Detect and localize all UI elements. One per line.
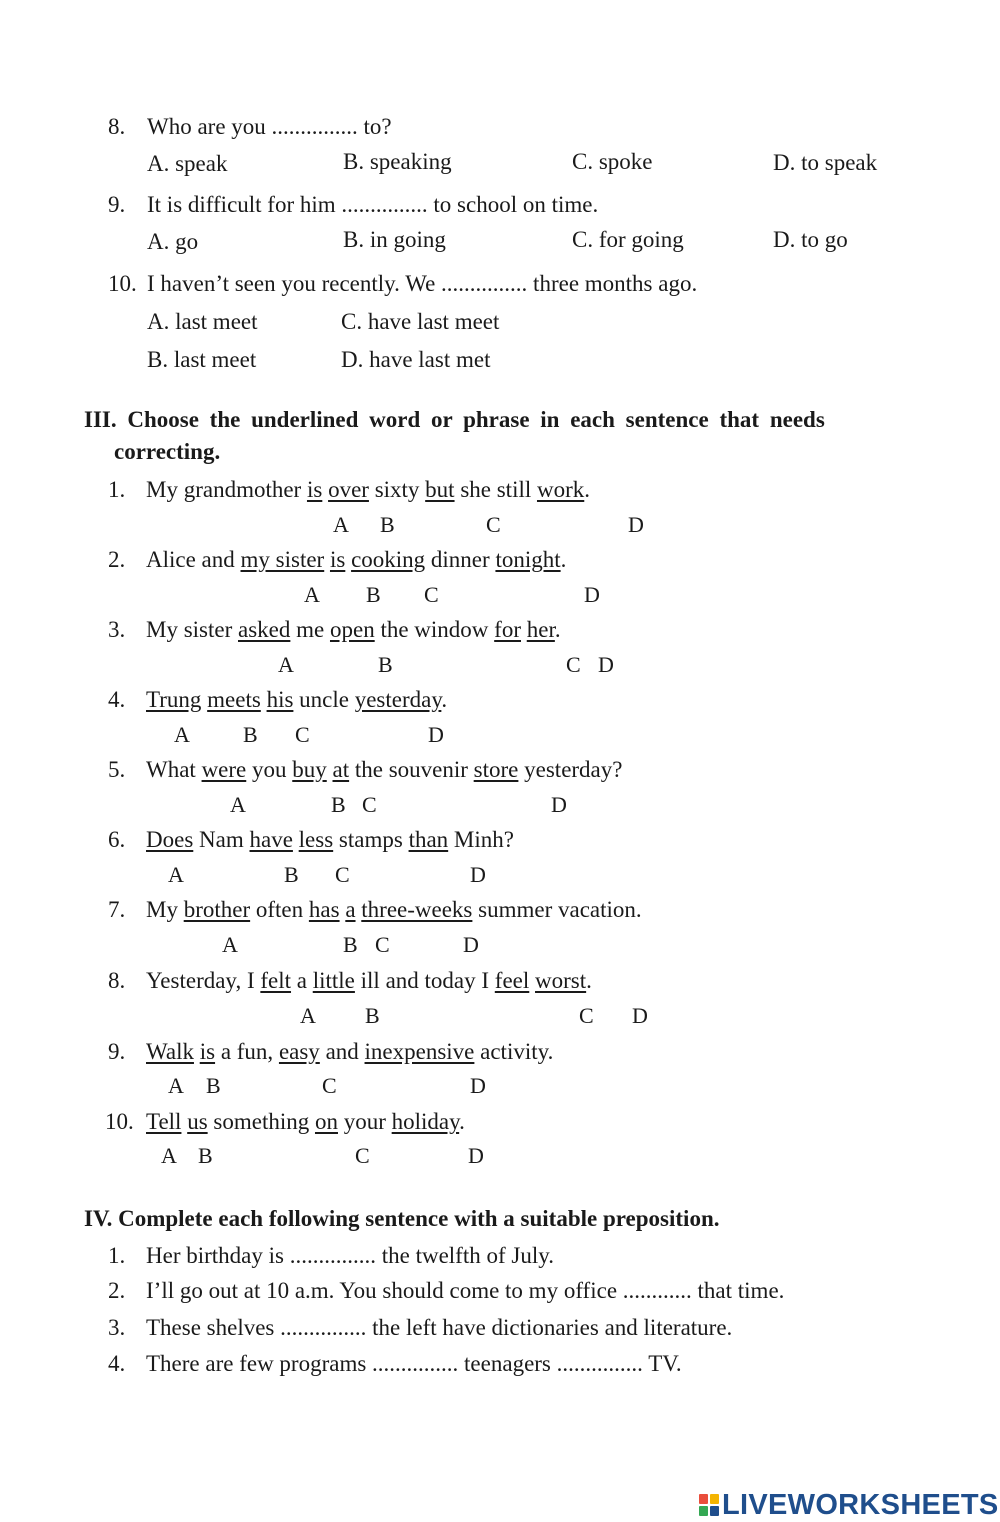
- option-a: A. last meet: [147, 309, 258, 334]
- option-b: B. last meet: [147, 347, 257, 372]
- underlined-choice: has: [308, 897, 340, 922]
- option-b: B. in going: [343, 227, 446, 252]
- question-sentence: [146, 617, 561, 643]
- option-a: A. go: [147, 229, 199, 254]
- question-sentence: [146, 1109, 465, 1135]
- question-number: 1.: [108, 1243, 126, 1268]
- sentence-fragment: .: [554, 617, 561, 642]
- underlined-choice: a: [345, 897, 356, 922]
- choice-letter-a: A: [168, 1073, 184, 1098]
- underlined-choice: asked: [238, 617, 291, 642]
- question-text: There are few programs ............... teenagers ............... TV.: [146, 1351, 682, 1376]
- question-number: 3.: [108, 617, 126, 642]
- choice-letter-d: D: [463, 932, 479, 957]
- sentence-fragment: activity.: [474, 1039, 554, 1064]
- sentence-fragment: summer vacation.: [472, 897, 642, 922]
- choice-letter-d: D: [628, 512, 644, 537]
- sentence-fragment: stamps: [333, 827, 409, 852]
- underlined-choice: felt: [260, 968, 292, 993]
- question-sentence: [146, 547, 566, 573]
- question-number: 2.: [108, 547, 126, 572]
- sentence-fragment: My: [146, 897, 184, 922]
- choice-letter-b: B: [243, 722, 258, 747]
- sentence-fragment: .: [584, 477, 591, 502]
- sentence-fragment: you: [246, 757, 293, 782]
- choice-letter-c: C: [295, 722, 310, 747]
- option-b: B. speaking: [343, 149, 452, 174]
- section-heading-iii: III. Choose the underlined word or phrase in each sentence that needs: [84, 407, 825, 432]
- underlined-choice: brother: [183, 897, 251, 922]
- sentence-fragment: something: [207, 1109, 315, 1134]
- option-c: C. spoke: [572, 149, 653, 174]
- choice-letter-d: D: [551, 792, 567, 817]
- question-text: Who are you ............... to?: [147, 114, 392, 139]
- underlined-choice: for: [494, 617, 521, 642]
- choice-letter-d: D: [632, 1003, 648, 1028]
- sentence-fragment: uncle: [293, 687, 355, 712]
- choice-letter-a: A: [230, 792, 246, 817]
- sentence-fragment: .: [586, 968, 592, 993]
- question-sentence: [146, 897, 642, 923]
- question-number: 8.: [108, 968, 126, 993]
- choice-letter-c: C: [566, 652, 581, 677]
- underlined-choice: holiday: [391, 1109, 460, 1134]
- question-number: 10.: [108, 271, 137, 296]
- question-number: 8.: [108, 114, 126, 139]
- section-heading-iv: IV. Complete each following sentence with a suitable preposition.: [84, 1206, 720, 1231]
- sentence-fragment: a fun,: [215, 1039, 279, 1064]
- choice-letter-a: A: [304, 582, 320, 607]
- underlined-choice: cooking: [351, 547, 426, 572]
- sentence-fragment: What: [146, 757, 202, 782]
- choice-letter-c: C: [424, 582, 439, 607]
- section-heading-iii-cont: correcting.: [114, 439, 221, 464]
- choice-letter-c: C: [335, 862, 350, 887]
- underlined-choice: than: [408, 827, 449, 852]
- choice-letter-a: A: [168, 862, 184, 887]
- sentence-fragment: dinner: [425, 547, 496, 572]
- underlined-choice: store: [473, 757, 519, 782]
- underlined-choice: Tell: [146, 1109, 182, 1134]
- underlined-choice: easy: [278, 1039, 320, 1064]
- choice-letter-b: B: [198, 1143, 213, 1168]
- question-text: It is difficult for him ............... to school on time.: [147, 192, 599, 217]
- choice-letter-a: A: [300, 1003, 316, 1028]
- sentence-fragment: .: [459, 1109, 465, 1134]
- underlined-choice: us: [187, 1109, 208, 1134]
- underlined-choice: open: [329, 617, 375, 642]
- question-number: 4.: [108, 1351, 126, 1376]
- option-d: D. to speak: [773, 150, 878, 175]
- question-text: I’ll go out at 10 a.m. You should come to my office ............ that time.: [146, 1278, 785, 1303]
- underlined-choice: his: [266, 687, 294, 712]
- underlined-choice: is: [199, 1039, 216, 1064]
- underlined-choice: over: [328, 477, 369, 502]
- sentence-fragment: she still: [454, 477, 537, 502]
- question-sentence: [146, 687, 447, 713]
- question-number: 2.: [108, 1278, 126, 1303]
- option-c: C. for going: [572, 227, 684, 252]
- underlined-choice: Walk: [146, 1039, 194, 1064]
- question-text: I haven’t seen you recently. We ............... three months ago.: [147, 271, 698, 296]
- question-number: 5.: [108, 757, 126, 782]
- choice-letter-b: B: [380, 512, 395, 537]
- choice-letter-b: B: [366, 582, 381, 607]
- sentence-fragment: Nam: [193, 827, 250, 852]
- choice-letter-d: D: [468, 1143, 484, 1168]
- underlined-choice: my sister: [240, 547, 325, 572]
- sentence-fragment: me: [290, 617, 330, 642]
- sentence-fragment: and: [319, 1039, 365, 1064]
- choice-letter-d: D: [428, 722, 444, 747]
- liveworksheets-logo: [698, 1488, 999, 1522]
- question-number: 9.: [108, 1039, 126, 1064]
- question-number: 1.: [108, 477, 126, 502]
- choice-letter-c: C: [375, 932, 390, 957]
- question-sentence: [146, 757, 622, 783]
- liveworksheets-logo-icon: [698, 1493, 720, 1517]
- underlined-choice: buy: [292, 757, 327, 782]
- choice-letter-d: D: [584, 582, 600, 607]
- choice-letter-c: C: [322, 1073, 337, 1098]
- choice-letter-a: A: [278, 652, 294, 677]
- option-d: D. to go: [773, 227, 848, 252]
- underlined-choice: Does: [146, 827, 194, 852]
- underlined-choice: is: [329, 547, 346, 572]
- underlined-choice: less: [298, 827, 334, 852]
- choice-letter-b: B: [343, 932, 358, 957]
- question-text: Her birthday is ............... the twelfth of July.: [146, 1243, 554, 1268]
- question-sentence: [146, 1039, 553, 1065]
- sentence-fragment: My sister: [146, 617, 238, 642]
- choice-letter-a: A: [222, 932, 238, 957]
- choice-letter-b: B: [331, 792, 346, 817]
- question-number: 10.: [105, 1109, 134, 1134]
- question-number: 6.: [108, 827, 126, 852]
- underlined-choice: worst: [535, 968, 587, 993]
- sentence-fragment: My grandmother: [146, 477, 307, 502]
- underlined-choice: were: [201, 757, 247, 782]
- question-number: 9.: [108, 192, 126, 217]
- choice-letter-b: B: [365, 1003, 380, 1028]
- choice-letter-d: D: [470, 1073, 486, 1098]
- underlined-choice: little: [312, 968, 355, 993]
- brand-name: LIVEWORKSHEETS: [722, 1488, 999, 1521]
- sentence-fragment: Alice and: [146, 547, 241, 572]
- sentence-fragment: the souvenir: [349, 757, 474, 782]
- choice-letter-c: C: [355, 1143, 370, 1168]
- underlined-choice: meets: [207, 687, 261, 712]
- sentence-fragment: a: [291, 968, 313, 993]
- choice-letter-b: B: [206, 1073, 221, 1098]
- sentence-fragment: the window: [374, 617, 495, 642]
- underlined-choice: is: [306, 477, 323, 502]
- option-c: C. have last meet: [341, 309, 500, 334]
- question-text: These shelves ............... the left have dictionaries and literature.: [146, 1315, 733, 1340]
- choice-letter-a: A: [174, 722, 190, 747]
- sentence-fragment: ill and today I: [354, 968, 495, 993]
- underlined-choice: inexpensive: [364, 1039, 475, 1064]
- sentence-fragment: Minh?: [448, 827, 514, 852]
- underlined-choice: yesterday: [354, 687, 442, 712]
- underlined-choice: but: [425, 477, 455, 502]
- sentence-fragment: sixty: [368, 477, 426, 502]
- underlined-choice: feel: [494, 968, 530, 993]
- sentence-fragment: Yesterday, I: [146, 968, 261, 993]
- underlined-choice: on: [314, 1109, 338, 1134]
- choice-letter-a: A: [333, 512, 349, 537]
- choice-letter-c: C: [486, 512, 501, 537]
- underlined-choice: her: [526, 617, 555, 642]
- choice-letter-a: A: [161, 1143, 177, 1168]
- sentence-fragment: .: [560, 547, 567, 572]
- sentence-fragment: yesterday?: [518, 757, 623, 782]
- sentence-fragment: your: [337, 1109, 392, 1134]
- question-sentence: [146, 968, 592, 994]
- underlined-choice: three-weeks: [361, 897, 473, 922]
- choice-letter-c: C: [579, 1003, 594, 1028]
- underlined-choice: at: [332, 757, 350, 782]
- question-sentence: [146, 827, 514, 853]
- question-sentence: [146, 477, 590, 503]
- underlined-choice: work: [536, 477, 585, 502]
- underlined-choice: have: [249, 827, 293, 852]
- underlined-choice: Trung: [146, 687, 202, 712]
- choice-letter-c: C: [362, 792, 377, 817]
- question-number: 7.: [108, 897, 126, 922]
- sentence-fragment: often: [250, 897, 309, 922]
- option-d: D. have last met: [341, 347, 491, 372]
- choice-letter-d: D: [598, 652, 614, 677]
- choice-letter-d: D: [470, 862, 486, 887]
- choice-letter-b: B: [378, 652, 393, 677]
- question-number: 3.: [108, 1315, 126, 1340]
- choice-letter-b: B: [284, 862, 299, 887]
- underlined-choice: tonight: [495, 547, 561, 572]
- sentence-fragment: .: [441, 687, 448, 712]
- option-a: A. speak: [147, 151, 228, 176]
- question-number: 4.: [108, 687, 126, 712]
